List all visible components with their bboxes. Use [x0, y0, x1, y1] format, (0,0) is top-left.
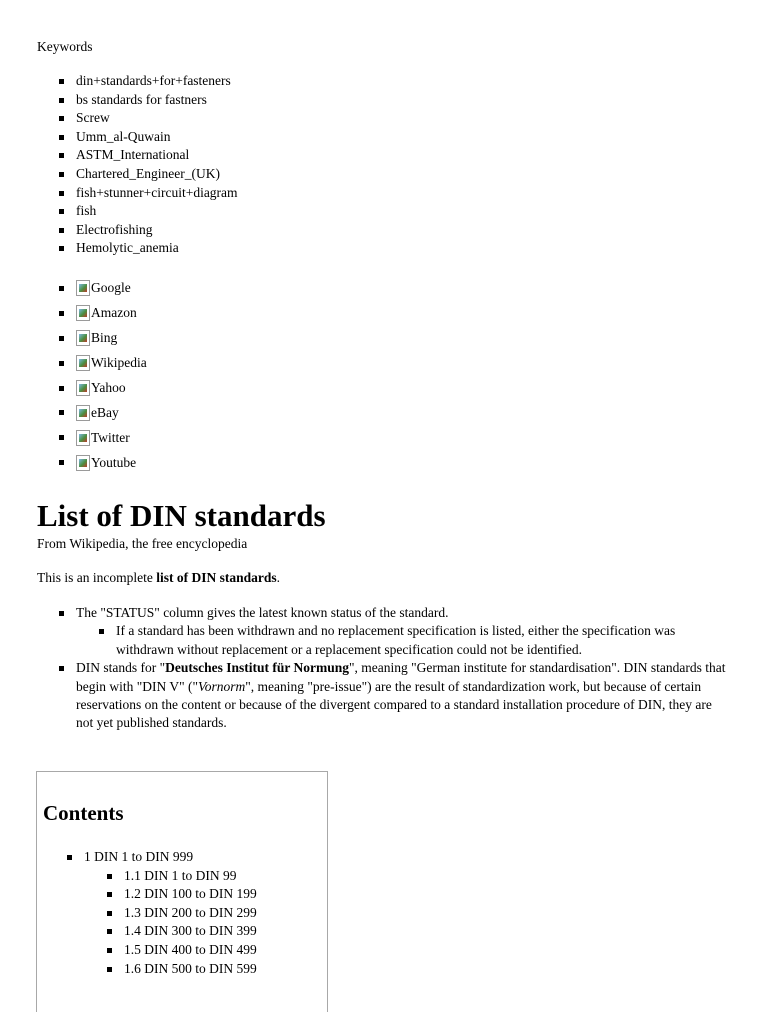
note-din-mid: ", meaning "German institute for standardisation". DIN standards that begin with "DIN V" ("	[76, 660, 726, 694]
search-engine-item[interactable]	[58, 351, 147, 376]
broken-image-icon	[76, 430, 90, 446]
search-engine-item[interactable]	[58, 301, 147, 326]
toc-subsection[interactable]	[106, 867, 257, 886]
toc-subsection[interactable]	[106, 941, 257, 960]
note-sublist	[98, 622, 728, 659]
keyword-link[interactable]: din+standards+for+fasteners	[76, 73, 231, 88]
keyword-item[interactable]	[58, 239, 238, 258]
toc-subsection[interactable]	[106, 922, 257, 941]
broken-image-icon	[76, 405, 90, 421]
broken-image-icon	[76, 305, 90, 321]
keyword-item[interactable]	[58, 202, 238, 221]
toc-list	[66, 848, 257, 978]
page-title: List of DIN standards	[37, 498, 326, 533]
keyword-link[interactable]: bs standards for fastners	[76, 91, 207, 107]
note-din-prefix: DIN stands for "	[76, 660, 166, 676]
search-engine-item[interactable]	[58, 376, 147, 401]
search-engine-link[interactable]: Google	[91, 280, 131, 296]
notes-list	[58, 604, 728, 733]
toc-subsection-link[interactable]: 1.4 DIN 300 to DIN 399	[124, 923, 257, 939]
broken-image-icon	[76, 330, 90, 346]
search-engine-link[interactable]: Bing	[91, 330, 118, 346]
note-din-italic: Vornorm	[198, 678, 246, 694]
toc-subsection[interactable]	[106, 885, 257, 904]
toc-subsection[interactable]	[106, 904, 257, 923]
keyword-item[interactable]	[58, 165, 238, 184]
search-engine-link[interactable]: Youtube	[91, 454, 137, 470]
note-item	[58, 604, 728, 659]
toc-section-link[interactable]: 1 DIN 1 to DIN 999	[84, 849, 194, 864]
table-of-contents	[36, 771, 328, 1012]
toc-title: Contents	[43, 801, 124, 825]
toc-subsection-link[interactable]: 1.6 DIN 500 to DIN 599	[124, 960, 257, 976]
note-status-text: The "STATUS" column gives the latest known status of the standard.	[76, 605, 449, 620]
keyword-item[interactable]	[58, 221, 238, 240]
keyword-link[interactable]: Hemolytic_anemia	[76, 240, 179, 256]
keyword-item[interactable]	[58, 91, 238, 110]
toc-section[interactable]	[66, 848, 257, 978]
intro-bold-text: list of DIN standards	[156, 570, 277, 585]
search-engine-item[interactable]	[58, 326, 147, 351]
keyword-item[interactable]	[58, 184, 238, 203]
search-engine-item[interactable]	[58, 425, 147, 450]
keyword-item[interactable]	[58, 128, 238, 147]
search-engine-link[interactable]: Twitter	[91, 429, 130, 445]
page-subtitle: From Wikipedia, the free encyclopedia	[37, 536, 248, 551]
keyword-link[interactable]: fish	[76, 203, 97, 219]
note-subitem	[98, 622, 728, 659]
keyword-item[interactable]	[58, 146, 238, 165]
search-engine-link[interactable]: Yahoo	[91, 380, 126, 395]
search-engine-link[interactable]: Wikipedia	[91, 355, 147, 371]
broken-image-icon	[76, 280, 90, 296]
keyword-item[interactable]	[58, 72, 238, 91]
search-engine-link[interactable]: eBay	[91, 404, 119, 420]
keyword-link[interactable]: fish+stunner+circuit+diagram	[76, 184, 238, 200]
toc-subsection-link[interactable]: 1.2 DIN 100 to DIN 199	[124, 886, 257, 902]
broken-image-icon	[76, 455, 90, 471]
note-item	[58, 659, 728, 733]
toc-sublist	[106, 867, 257, 979]
broken-image-icon	[76, 355, 90, 371]
intro-text: This is an incomplete	[37, 570, 157, 585]
intro-suffix: .	[276, 570, 281, 585]
search-engine-list	[58, 276, 147, 475]
toc-subsection-link[interactable]: 1.3 DIN 200 to DIN 299	[124, 904, 257, 920]
keywords-label: Keywords	[37, 39, 93, 54]
toc-subsection-link[interactable]: 1.5 DIN 400 to DIN 499	[124, 941, 257, 957]
keyword-link[interactable]: Umm_al-Quwain	[76, 128, 171, 144]
note-din-suffix: ", meaning "pre-issue") are the result of standardization work, but because of certain reservations on the content or because of the divergent compared to a standard installation procedure of DIN, they are not yet published standards.	[76, 678, 712, 731]
intro-paragraph	[37, 569, 280, 587]
toc-subsection[interactable]	[106, 960, 257, 979]
note-withdrawn-text: If a standard has been withdrawn and no replacement specification is listed, either the specification was withdrawn without replacement or a replacement specification could not be identified.	[116, 623, 676, 657]
toc-subsection-link[interactable]: 1.1 DIN 1 to DIN 99	[124, 867, 237, 883]
search-engine-link[interactable]: Amazon	[91, 305, 137, 321]
keyword-link[interactable]: Electrofishing	[76, 221, 153, 237]
note-din-bold: Deutsches Institut für Normung	[165, 660, 350, 676]
keyword-link[interactable]: Chartered_Engineer_(UK)	[76, 165, 220, 181]
keyword-item[interactable]	[58, 109, 238, 128]
keywords-list	[58, 72, 238, 258]
search-engine-item[interactable]	[58, 400, 147, 425]
broken-image-icon	[76, 380, 90, 396]
keyword-link[interactable]: Screw	[76, 110, 110, 126]
keyword-link[interactable]: ASTM_International	[76, 147, 190, 163]
search-engine-item[interactable]	[58, 276, 147, 301]
search-engine-item[interactable]	[58, 450, 147, 475]
